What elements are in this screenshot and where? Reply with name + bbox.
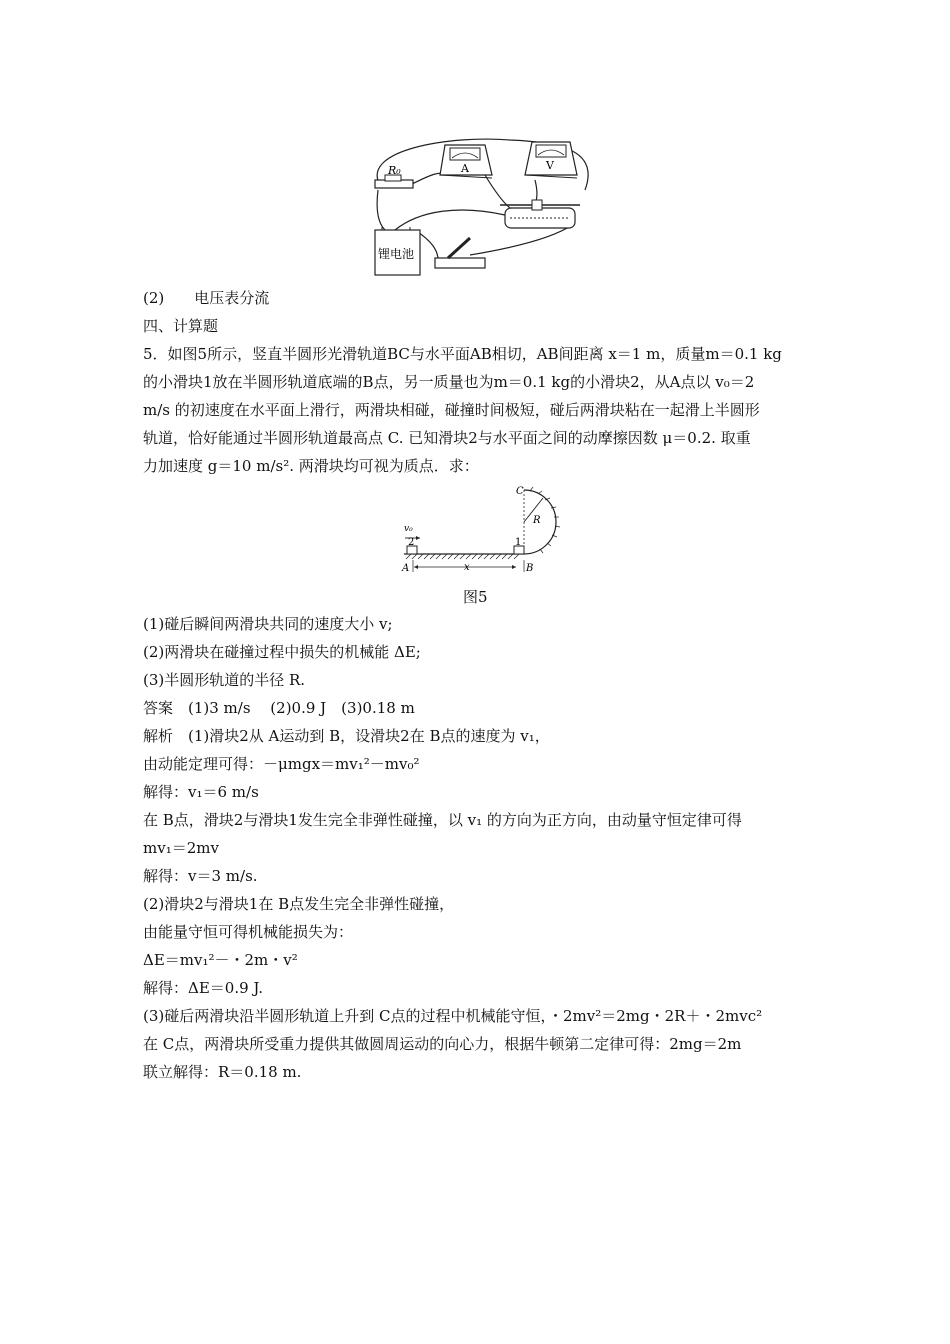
figure-5-caption: 图5 (463, 588, 488, 606)
analysis-line-10: 解得：ΔE＝0.9 J. (143, 979, 264, 997)
v0-arrowhead (416, 536, 420, 540)
wire-battery-rheostat (395, 210, 505, 230)
circuit-figure (360, 130, 610, 280)
analysis-line-2: 由动能定理可得：－μmgx＝mv₁²－mv₀² (143, 755, 420, 773)
q5-line-3: m/s 的初速度在水平面上滑行，两滑块相碰，碰撞时间极短，碰后两滑块粘在一起滑上半圆形 (143, 401, 760, 419)
label-C: C (516, 486, 524, 497)
wire-switch-rheostat (470, 225, 572, 255)
label-x: x (464, 562, 470, 573)
answer-line: 答案 (1)3 m/s (2)0.9 J (3)0.18 m (143, 699, 415, 717)
label-A: A (402, 563, 410, 574)
analysis-line-5: mv₁＝2mv (143, 839, 219, 857)
label-v0: v₀ (404, 524, 413, 534)
analysis-line-6: 解得：v＝3 m/s. (143, 867, 258, 885)
sub-question-2: (2)两滑块在碰撞过程中损失的机械能 ΔE; (143, 643, 421, 661)
label-block1: 1 (515, 537, 522, 548)
label-B: B (526, 563, 534, 574)
line-part2: (2) 电压表分流 (143, 289, 270, 307)
analysis-line-13: 联立解得：R＝0.18 m. (143, 1063, 302, 1081)
q5-line-4: 轨道，恰好能通过半圆形轨道最高点 C. 已知滑块2与水平面之间的动摩擦因数 μ＝0.2. 取重 (143, 429, 751, 447)
sub-question-3: (3)半圆形轨道的半径 R. (143, 671, 306, 689)
sub-question-1: (1)碰后瞬间两滑块共同的速度大小 v; (143, 615, 393, 633)
q5-line-5: 力加速度 g＝10 m/s². 两滑块均可视为质点．求： (143, 457, 479, 475)
analysis-line-1: 解析 (1)滑块2从 A运动到 B，设滑块2在 B点的速度为 v₁， (143, 727, 550, 745)
battery-label: 锂电池 (378, 247, 415, 261)
ammeter-label: A (461, 162, 469, 175)
section-title: 四、计算题 (143, 317, 219, 335)
label-R: R (533, 515, 541, 526)
analysis-line-8: 由能量守恒可得机械能损失为： (143, 923, 354, 941)
analysis-line-4: 在 B点，滑块2与滑块1发生完全非弹性碰撞，以 v₁ 的方向为正方向，由动量守恒定律可得 (143, 811, 742, 829)
label-block2: 2 (408, 537, 415, 548)
analysis-line-9: ΔE＝mv₁²－・2m・v² (143, 951, 298, 969)
voltmeter-label: V (546, 159, 554, 172)
ground-hatch (406, 554, 519, 559)
r0-label: R₀ (388, 164, 401, 177)
switch (435, 238, 485, 268)
analysis-line-7: (2)滑块2与滑块1在 B点发生完全非弹性碰撞， (143, 895, 455, 913)
rheostat (500, 200, 580, 228)
wire-left (377, 190, 385, 230)
q5-line-2: 的小滑块1放在半圆形轨道底端的B点，另一质量也为m＝0.1 kg的小滑块2，从A点以 v₀＝2 (143, 373, 755, 391)
analysis-line-11: (3)碰后两滑块沿半圆形轨道上升到 C点的过程中机械能守恒，・2mv²＝2mg・2R＋・2mvc² (143, 1007, 763, 1025)
analysis-line-12: 在 C点，两滑块所受重力提供其做圆周运动的向心力，根据牛顿第二定律可得：2mg＝2m (143, 1035, 742, 1053)
q5-line-1: 5．如图5所示，竖直半圆形光滑轨道BC与水平面AB相切，AB间距离 x＝1 m，质量m＝0.1 kg (143, 345, 782, 363)
figure-5 (396, 480, 566, 580)
analysis-line-3: 解得：v₁＝6 m/s (143, 783, 259, 801)
